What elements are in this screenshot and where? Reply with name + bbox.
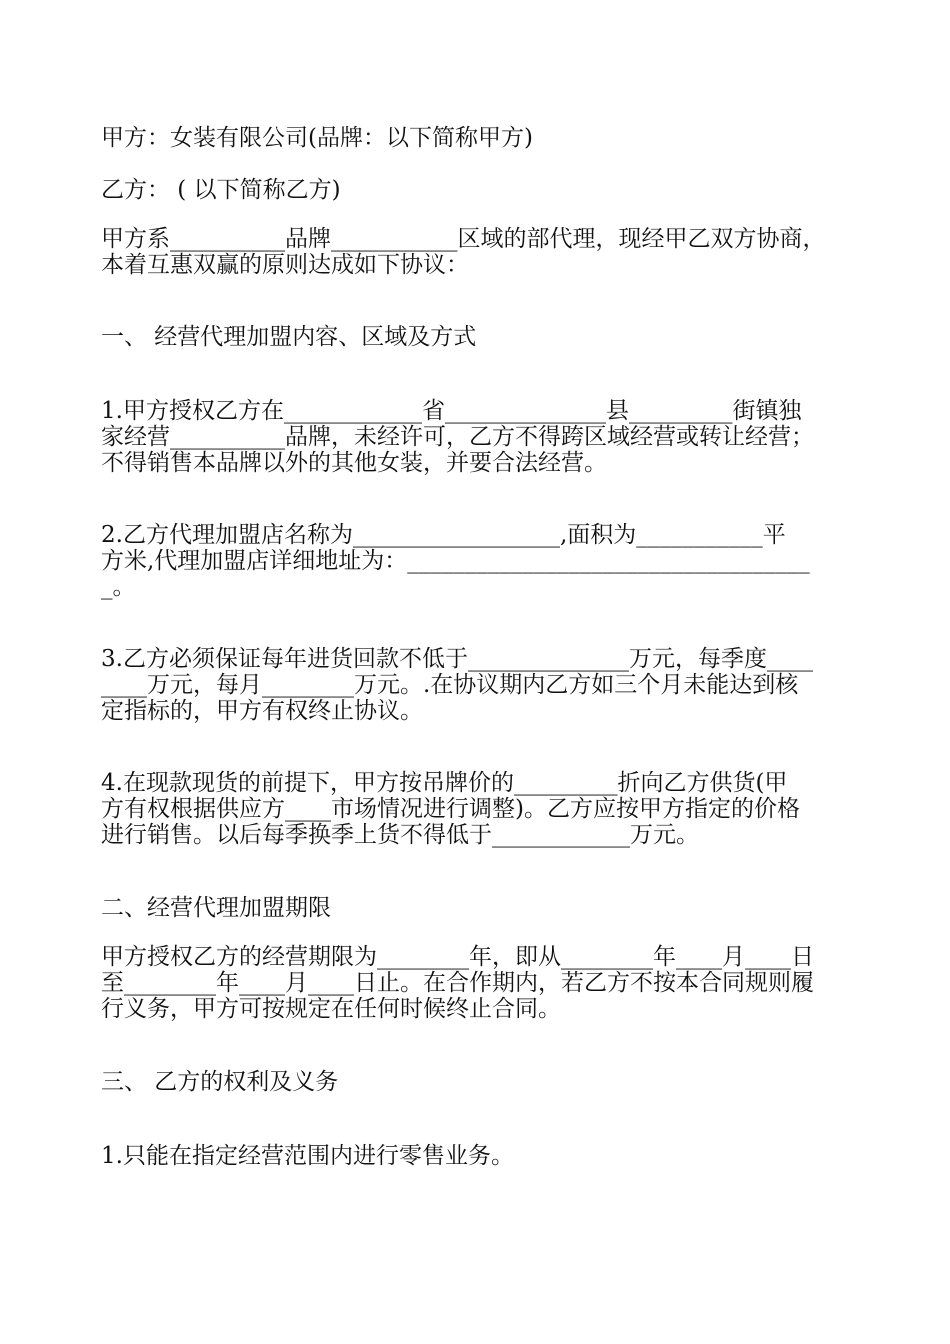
clause-1-1-line-1: 1.甲方授权乙方在____________省______________县_________街镇独	[101, 398, 802, 424]
clause-1-4-line-3: 进行销售。以后每季换季上货不得低于____________万元。	[101, 822, 699, 848]
clause-1-3-line-1: 3.乙方必须保证每年进货回款不低于______________万元，每季度____	[101, 646, 813, 672]
section-1-heading: 一、 经营代理加盟内容、区域及方式	[101, 324, 477, 350]
intro-line-2: 本着互惠双赢的原则达成如下协议：	[101, 252, 469, 278]
party-a-line: 甲方：女装有限公司(品牌：以下简称甲方)	[101, 125, 533, 151]
clause-1-4-line-1: 4.在现款现货的前提下，甲方按吊牌价的_________折向乙方供货(甲	[101, 770, 788, 796]
clause-2-line-2: 至________年____月____日止。在合作期内，若乙方不按本合同规则履	[101, 970, 814, 996]
intro-line-1: 甲方系__________品牌___________区域的部代理，现经甲乙双方协商，	[101, 226, 826, 252]
section-2-heading: 二、经营代理加盟期限	[101, 895, 331, 921]
clause-2-line-3: 行义务，甲方可按规定在任何时候终止合同。	[101, 996, 561, 1022]
clause-1-3-line-2: ____万元，每月________万元。.在协议期内乙方如三个月未能达到核	[101, 672, 799, 698]
clause-1-1-line-2: 家经营__________品牌，未经许可，乙方不得跨区域经营或转让经营；	[101, 424, 814, 450]
clause-1-3-line-3: 定指标的，甲方有权终止协议。	[101, 698, 423, 724]
clause-1-1-line-3: 不得销售本品牌以外的其他女装，并要合法经营。	[101, 450, 607, 476]
clause-1-2-line-1: 2.乙方代理加盟店名称为__________________,面积为___________平	[101, 522, 786, 548]
clause-3-1-line: 1.只能在指定经营范围内进行零售业务。	[101, 1143, 514, 1169]
clause-2-line-1: 甲方授权乙方的经营期限为________年，即从________年____月____日	[101, 944, 814, 970]
section-3-heading: 三、 乙方的权利及义务	[101, 1069, 339, 1095]
clause-1-4-line-2: 方有权根据供应方____市场情况进行调整)。乙方应按甲方指定的价格	[101, 796, 800, 822]
clause-1-2-line-3: _。	[101, 574, 136, 600]
clause-1-2-line-2: 方米,代理加盟店详细地址为：___________________________________	[101, 548, 810, 574]
party-b-line: 乙方： ( 以下简称乙方)	[101, 177, 341, 203]
